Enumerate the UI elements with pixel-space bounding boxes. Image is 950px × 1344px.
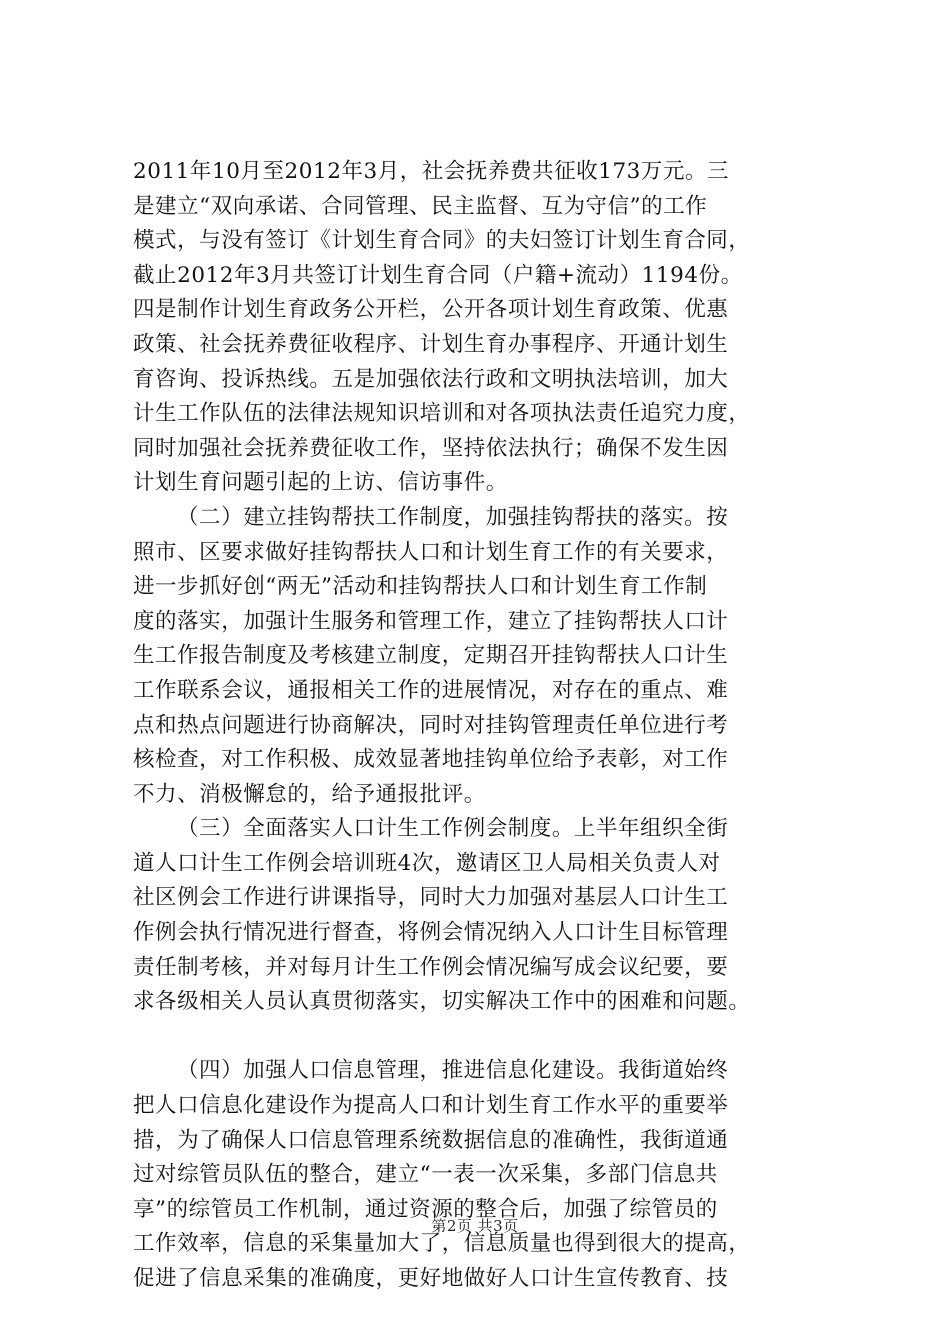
text-line: 是建立“双向承诺、合同管理、民主监督、互为守信”的工作 [133,193,708,219]
document-body [133,155,845,1297]
text-line: 政策、社会抚养费征收程序、计划生育办事程序、开通计划生 [133,331,729,357]
page-footer: 第2页 共3页 [431,1217,519,1235]
text-line: 度的落实，加强计生服务和管理工作，建立了挂钩帮扶人口计 [133,608,729,634]
text-line: 计生工作队伍的法律法规知识培训和对各项执法责任追究力度， [133,401,751,427]
paragraph-spacer [133,1020,845,1055]
text-line: 社区例会工作进行讲课指导，同时大力加强对基层人口计生工 [133,885,729,911]
text-line: 四是制作计划生育政务公开栏，公开各项计划生育政策、优惠 [133,297,729,323]
text-line: 照市、区要求做好挂钩帮扶人口和计划生育工作的有关要求， [133,539,729,565]
text-line: 不力、消极懈怠的，给予通报批评。 [133,781,486,807]
text-line: 过对综管员队伍的整合，建立“一表一次采集，多部门信息共 [133,1162,718,1188]
text-line: 工作效率，信息的采集量加大了，信息质量也得到很大的提高， [133,1231,751,1257]
text-line: 模式，与没有签订《计划生育合同》的夫妇签订计划生育合同， [133,228,751,254]
text-line: 作例会执行情况进行督查，将例会情况纳入人口计生目标管理 [133,920,729,946]
text-line: 同时加强社会抚养费征收工作，坚持依法执行；确保不发生因 [133,435,729,461]
text-line: 截止2012年3月共签订计划生育合同（户籍+流动）1194份。 [133,262,743,288]
text-line: 措，为了确保人口信息管理系统数据信息的准确性，我街道通 [133,1127,729,1153]
text-line: 点和热点问题进行协商解决，同时对挂钩管理责任单位进行考 [133,712,729,738]
text-line: 促进了信息采集的准确度，更好地做好人口计生宣传教育、技 [133,1266,729,1291]
text-line: 责任制考核，并对每月计生工作例会情况编写成会议纪要，要 [133,954,729,980]
paragraph-4-start: （四）加强人口信息管理，推进信息化建设。我街道始终 [177,1058,729,1084]
text-line: 工作联系会议，通报相关工作的进展情况，对存在的重点、难 [133,677,729,703]
text-line: 计划生育问题引起的上访、信访事件。 [133,470,508,496]
text-line: 把人口信息化建设作为提高人口和计划生育工作水平的重要举 [133,1093,729,1119]
text-line: 核检查，对工作积极、成效显著地挂钩单位给予表彰，对工作 [133,747,729,773]
paragraph-3-start: （三）全面落实人口计生工作例会制度。上半年组织全街 [177,816,729,842]
text-line: 道人口计生工作例会培训班4次，邀请区卫人局相关负责人对 [133,850,721,876]
paragraph-2-start: （二）建立挂钩帮扶工作制度，加强挂钩帮扶的落实。按 [177,504,729,530]
text-line: 育咨询、投诉热线。五是加强依法行政和文明执法培训，加大 [133,366,729,392]
text-line: 求各级相关人员认真贯彻落实，切实解决工作中的困难和问题。 [133,989,751,1015]
text-line: 2011年10月至2012年3月，社会抚养费共征收173万元。三 [133,159,730,184]
text-line: 进一步抓好创“两无”活动和挂钩帮扶人口和计划生育工作制 [133,574,708,600]
text-line: 享”的综管员工作机制，通过资源的整合后，加强了综管员的 [133,1196,718,1222]
text-line: 生工作报告制度及考核建立制度，定期召开挂钩帮扶人口计生 [133,643,729,669]
